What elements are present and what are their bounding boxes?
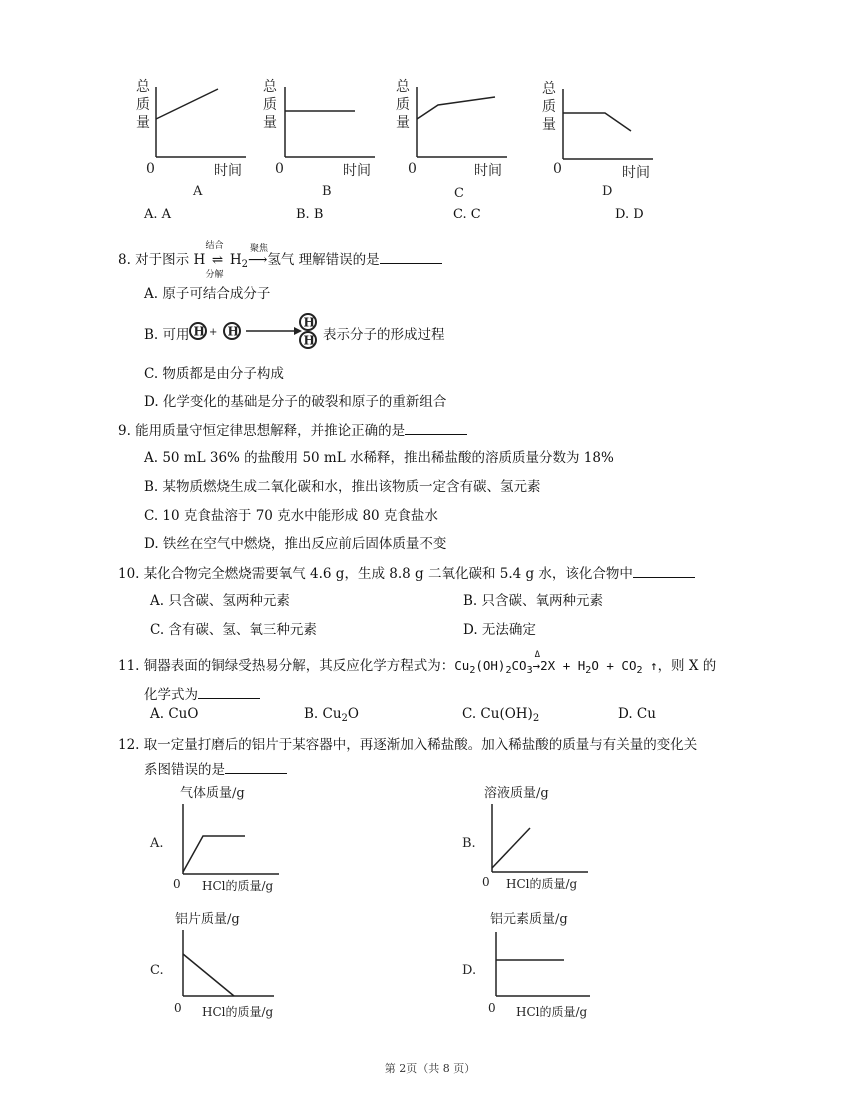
q11-stem-line2: 化学式为 bbox=[144, 685, 260, 704]
data-line bbox=[563, 113, 631, 131]
q12-graph-b bbox=[460, 782, 610, 894]
q11-option-b[interactable]: B. $Cu_2O$ bbox=[304, 706, 359, 724]
q8-option-c[interactable]: C. 物质都是由分子构成 bbox=[144, 366, 284, 382]
q10-option-d[interactable]: D. 无法确定 bbox=[463, 622, 536, 638]
q8-stem bbox=[118, 241, 442, 280]
y-label-char: 量 bbox=[136, 115, 150, 131]
data-line bbox=[492, 828, 530, 868]
y-axis-label: 气体质量/g bbox=[180, 786, 245, 801]
arrow-top-label: 结合 bbox=[205, 241, 224, 251]
q12-graph-d bbox=[460, 908, 610, 1020]
q8-option-d[interactable]: D. 化学变化的基础是分子的破裂和原子的重新组合 bbox=[144, 394, 447, 410]
plus-sign: + bbox=[209, 327, 218, 338]
q9-option-d[interactable]: D. 铁丝在空气中燃烧，推出反应前后固体质量不变 bbox=[144, 536, 447, 552]
svg-text:H: H bbox=[193, 324, 205, 339]
graph-letter: B. bbox=[462, 836, 476, 851]
h2-symbol: H bbox=[229, 252, 242, 268]
x-axis-label: HCl的质量/g bbox=[506, 877, 578, 891]
graph-letter: A bbox=[193, 184, 203, 199]
q10-stem-text: 10. 某化合物完全燃烧需要氧气 4.6 g，生成 8.8 g 二氧化碳和 5.4 g 水，该化合物中 bbox=[118, 566, 633, 582]
heat-delta: Δ bbox=[534, 650, 541, 660]
q12-stem-line1: 12. 取一定量打磨后的铝片于某容器中，再逐渐加入稀盐酸。加入稀盐酸的质量与有关量的变化关 bbox=[118, 737, 698, 753]
x-axis-label: HCl的质量/g bbox=[202, 1005, 274, 1019]
graph-letter: D. bbox=[462, 963, 477, 978]
x-axis-label: HCl的质量/g bbox=[516, 1005, 588, 1019]
y-label-char: 量 bbox=[263, 115, 277, 131]
q8-option-b-prefix: B. 可用 bbox=[144, 327, 190, 343]
q12-graph-c bbox=[150, 908, 300, 1020]
answer-blank[interactable] bbox=[405, 421, 467, 435]
origin-label: 0 bbox=[275, 161, 284, 177]
origin-label: 0 bbox=[174, 1001, 182, 1015]
y-label-char: 量 bbox=[542, 117, 556, 133]
q11-stem bbox=[118, 650, 717, 680]
answer-blank[interactable] bbox=[225, 760, 287, 774]
graph-letter: C. bbox=[150, 963, 164, 978]
x-axis-label: HCl的质量/g bbox=[202, 879, 274, 893]
graph-letter: D bbox=[602, 184, 613, 199]
x-axis-label: 时间 bbox=[474, 163, 502, 179]
origin-label: 0 bbox=[173, 877, 181, 891]
q11-option-c[interactable]: C. $Cu(OH)_2$ bbox=[462, 706, 540, 724]
q9-stem bbox=[118, 421, 467, 440]
molecule-formation-diagram bbox=[186, 312, 320, 360]
q9-option-b[interactable]: B. 某物质燃烧生成二氧化碳和水，推出该物质一定含有碳、氢元素 bbox=[144, 479, 541, 495]
q10-option-a[interactable]: A. 只含碳、氢两种元素 bbox=[150, 593, 290, 609]
y-label-char: 总 bbox=[263, 79, 277, 95]
q11-option-a[interactable]: A. CuO bbox=[150, 706, 199, 722]
answer-blank[interactable] bbox=[633, 564, 695, 578]
y-axis-label: 铝元素质量/g bbox=[490, 912, 568, 927]
page-footer: 第 2页（共 8 页） bbox=[384, 1062, 476, 1075]
q9-stem-text: 9. 能用质量守恒定律思想解释，并推论正确的是 bbox=[118, 423, 406, 439]
y-label-char: 质 bbox=[263, 97, 277, 113]
q12-graph-a bbox=[145, 782, 295, 894]
graph-letter: B bbox=[322, 184, 332, 199]
x-axis-label: 时间 bbox=[622, 165, 650, 181]
q7-option-b[interactable]: B. B bbox=[296, 207, 324, 222]
q7-graph-c bbox=[390, 75, 520, 200]
q7-graph-a bbox=[128, 75, 258, 200]
y-label-char: 总 bbox=[396, 79, 410, 95]
origin-label: 0 bbox=[488, 1001, 496, 1015]
answer-blank[interactable] bbox=[198, 685, 260, 699]
q8-stem-suffix: 氢气 理解错误的是 bbox=[267, 252, 380, 268]
q7-option-c[interactable]: C. C bbox=[453, 207, 481, 222]
origin-label: 0 bbox=[553, 161, 562, 177]
q12-stem-line2: 系图错误的是 bbox=[144, 760, 287, 779]
data-line bbox=[156, 89, 218, 119]
q10-option-b[interactable]: B. 只含碳、氧两种元素 bbox=[463, 593, 604, 609]
q10-stem bbox=[118, 564, 695, 583]
q7-option-a[interactable]: A. A bbox=[144, 207, 172, 222]
q11-option-d[interactable]: D. Cu bbox=[618, 706, 656, 722]
x-axis-label: 时间 bbox=[343, 163, 371, 179]
origin-label: 0 bbox=[482, 875, 490, 889]
origin-label: 0 bbox=[408, 161, 417, 177]
q8-stem-prefix: 8. 对于图示 H bbox=[118, 252, 206, 268]
q8-option-a[interactable]: A. 原子可结合成分子 bbox=[144, 286, 271, 302]
reversible-arrow: 结合 ⇌ 分解 bbox=[210, 251, 226, 269]
q11-stem-prefix: 11. 铜器表面的铜绿受热易分解，其反应化学方程式为： bbox=[118, 658, 455, 674]
q7-graph-d bbox=[535, 75, 665, 200]
svg-text:H: H bbox=[303, 315, 315, 330]
q7-option-d[interactable]: D. D bbox=[615, 207, 644, 222]
arrow2-top-label: 聚焦 bbox=[250, 244, 269, 254]
data-line bbox=[183, 954, 234, 996]
x-axis-label: 时间 bbox=[214, 163, 242, 179]
y-label-char: 量 bbox=[396, 115, 410, 131]
data-line bbox=[417, 97, 495, 119]
y-label-char: 总 bbox=[136, 79, 150, 95]
arrow-head bbox=[294, 327, 302, 335]
q9-option-c[interactable]: C. 10 克食盐溶于 70 克水中能形成 80 克食盐水 bbox=[144, 508, 438, 524]
q9-option-a[interactable]: A. 50 mL 36% 的盐酸用 50 mL 水稀释，推出稀盐酸的溶质质量分数为 18% bbox=[144, 450, 614, 466]
focus-arrow: 聚焦 ⟶ bbox=[248, 251, 267, 269]
y-label-char: 总 bbox=[542, 81, 556, 97]
y-label-char: 质 bbox=[542, 99, 556, 115]
q10-option-c[interactable]: C. 含有碳、氢、氧三种元素 bbox=[150, 622, 317, 638]
q7-graph-b bbox=[255, 75, 385, 200]
svg-text:H: H bbox=[227, 324, 239, 339]
y-label-char: 质 bbox=[396, 97, 410, 113]
graph-letter: A. bbox=[150, 836, 164, 851]
h2-subscript: 2 bbox=[241, 259, 248, 270]
q11-stem-suffix: ，则 X 的 bbox=[657, 658, 717, 674]
graph-letter: C bbox=[454, 186, 464, 200]
y-label-char: 质 bbox=[136, 97, 150, 113]
svg-text:H: H bbox=[303, 333, 315, 348]
answer-blank[interactable] bbox=[380, 250, 442, 264]
y-axis-label: 溶液质量/g bbox=[484, 786, 549, 801]
origin-label: 0 bbox=[146, 161, 155, 177]
q8-option-b[interactable] bbox=[144, 326, 190, 344]
data-line bbox=[183, 836, 245, 872]
chemical-equation: $Cu_2(OH)_2CO_3$ Δ $\to 2X + H_2O + CO_2$ ↑ bbox=[454, 658, 657, 673]
y-axis-label: 铝片质量/g bbox=[175, 912, 240, 927]
arrow-bottom-label: 分解 bbox=[205, 270, 224, 280]
q8-option-b-suffix: 表示分子的形成过程 bbox=[323, 327, 445, 343]
